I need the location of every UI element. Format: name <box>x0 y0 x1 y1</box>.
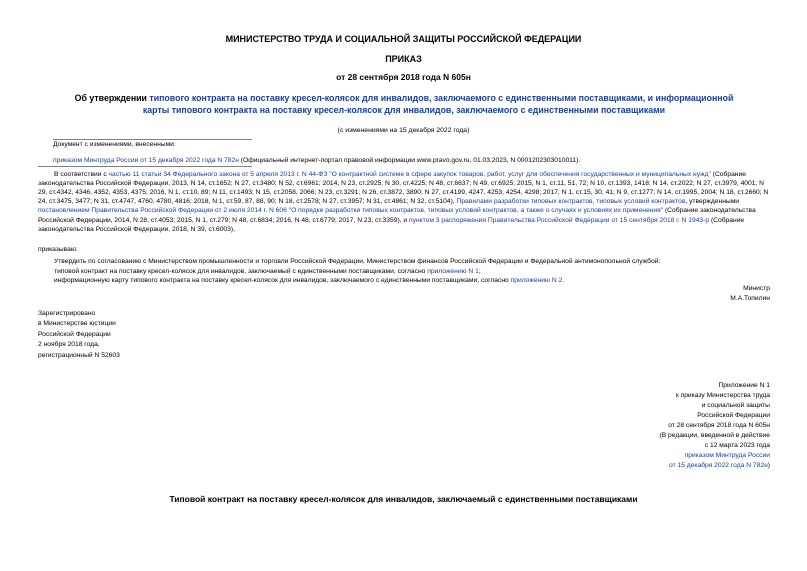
order-1943r-link[interactable]: пунктом 3 распоряжения Правительства Российской Федерации от 15 сентября 2018 г. N 1943-р <box>408 216 710 224</box>
changes-block <box>53 140 773 165</box>
preamble-text-1: В соответствии с <box>54 171 109 178</box>
changes-link[interactable]: приказом Минтруда России от 15 декабря 2022 года N 782н <box>53 157 239 165</box>
appendix-line-3: и социальной защиты <box>701 402 770 410</box>
preamble-text-4: (Собрание законодательства Российской Федерации, 2014, N 28, ст.4053; 2015, N 1, ст.279; N 48, ст.6834; 2016, N 48, ст.6779; 2017, N 23, ст.3359), и <box>38 207 756 224</box>
order-word: приказываю: <box>38 246 78 253</box>
preamble-text-5: (Собрание законодательства Российской Федерации, 2018, N 39, ст.6003), <box>38 216 745 233</box>
appendix-line-6: (В редакции, введенной в действие <box>659 432 770 440</box>
resolution-606-link[interactable]: постановлением Правительства Российской Федерации от 2 июля 2014 г. N 606 "О порядке разработки типовых контрактов, типовых условий контрактов, а также о случаях и условиях их применения" <box>38 207 664 215</box>
appendix-line-4: Российской Федерации <box>697 412 770 420</box>
preamble-paragraph <box>38 170 773 234</box>
appendix-line-2: к приказу Министерства труда <box>675 392 770 400</box>
appendix-amend-link-2[interactable]: от 15 декабря 2022 года N 782н <box>668 462 768 470</box>
item-1-text: типовой контракт на поставку кресел-колясок для инвалидов, заключаемый с единственными поставщиками, согласно <box>54 268 428 275</box>
preamble-text-2: (Собрание законодательства Российской Федерации, 2013, N 14, ст.1652; N 27, ст.3480; N 52, ст.6961; 2014, N 23, ст.2925; N 30, ст.4225; N 48, ст.6637; N 49, ст.6925; 2015, N 1, ст.11, 51, 72; N 10, ст.1393, 1418; N 14, ст.2022; N 27, ст.3979, 4001; N 29, ст.4342, 4346, 4352, 4353, 4375; 2016, N 1, ст.10, 89; N 11, ст.1493; N 15, ст.2058, 2066; N 23, ст.3291; N 26, ст.3872, 3890; N 27, ст.4199, 4247, 4253, 4254, 4298; 2017, N 1, ст.15, 30, 41; N 9, ст.1277; N 14, ст.1995, 2004; N 18, ст.2660; N 24, ст.3475, 3477; N 31, ст.4747, 4760, 4780, 4816; 2018, N 1, ст.59, 87, 88, 90; N 18, ст.2578; N 27, ст.3957; N 31, ст.4861; N 32, ст.5104), <box>38 171 769 206</box>
contract-title: Типовой контракт на поставку кресел-колясок для инвалидов, заключаемый с единственными поставщиками <box>169 494 638 504</box>
registration-line-1: Зарегистрировано <box>38 310 96 317</box>
signature-block <box>600 284 770 305</box>
appendix-line-7: с 12 марта 2023 года <box>704 442 770 450</box>
law-44fz-link[interactable]: частью 11 статьи 34 Федерального закона от 5 апреля 2013 г. N 44-ФЗ "О контрактной системе в сфере закупок товаров, работ, услуг для обеспечения государственных и муниципальных нужд" <box>108 171 711 178</box>
redaction-note: (с изменениями на 15 декабря 2022 года) <box>337 127 470 134</box>
ministry-heading: МИНИСТЕРСТВО ТРУДА И СОЦИАЛЬНОЙ ЗАЩИТЫ РОССИЙСКОЙ ФЕДЕРАЦИИ <box>225 34 582 44</box>
appendix-close-paren: ) <box>767 462 770 470</box>
appendix-block <box>540 381 770 471</box>
preamble-text-3: , утвержденными <box>685 198 740 206</box>
registration-line-2: в Министерстве юстиции <box>38 320 116 328</box>
changes-label: Документ с изменениями, внесенными: <box>53 141 176 148</box>
changes-suffix: (Официальный интернет-портал правовой информации www.pravo.gov.ru, 01.03.2023, N 0001202303010011). <box>238 157 581 165</box>
appendix-2-link[interactable]: приложению N 2 <box>510 277 563 284</box>
doc-date-number: от 28 сентября 2018 года N 605н <box>336 72 471 82</box>
appendix-1-link[interactable]: приложению N 1 <box>427 268 479 275</box>
signature-name: М.А.Топилин <box>730 295 770 303</box>
separator-bottom <box>38 166 252 167</box>
item-2-text: информационную карту типового контракта на поставку кресел-колясок для инвалидов, заключаемого с единственными поставщиками, согласно <box>54 277 511 284</box>
document-title <box>70 93 738 116</box>
registration-line-3: Российской Федерации <box>38 330 111 338</box>
registration-block <box>38 309 238 361</box>
signature-role: Министр <box>743 285 770 292</box>
item-1-end: ; <box>478 268 481 275</box>
rules-link[interactable]: Правилами разработки типовых контрактов, типовых условий контрактов <box>456 198 686 206</box>
title-link[interactable]: типового контракта на поставку кресел-колясок для инвалидов, заключаемого с единственными поставщиками, и информационной карты типового контракта на поставку кресел-колясок для инвалидов, заключаемого с единственными поставщиками <box>142 93 734 115</box>
doc-type-heading: ПРИКАЗ <box>385 54 422 64</box>
appendix-amend-link-1[interactable]: приказом Минтруда России <box>684 452 770 460</box>
item-1 <box>38 267 773 276</box>
approve-paragraph: Утвердить по согласованию с Министерством промышленности и торговли Российской Федерации, Министерством финансов Российской Федерации и Федеральной антимонопольной службой: <box>54 258 661 265</box>
appendix-line-5: от 28 сентября 2018 года N 605н <box>668 422 770 430</box>
item-2-end: . <box>562 277 565 284</box>
changes-line <box>53 156 773 165</box>
title-prefix: Об утверждении <box>74 93 150 103</box>
appendix-line-1: Приложение N 1 <box>718 382 770 389</box>
registration-line-4: 2 ноября 2018 года, <box>38 341 100 349</box>
registration-line-5: регистрационный N 52603 <box>38 351 120 359</box>
